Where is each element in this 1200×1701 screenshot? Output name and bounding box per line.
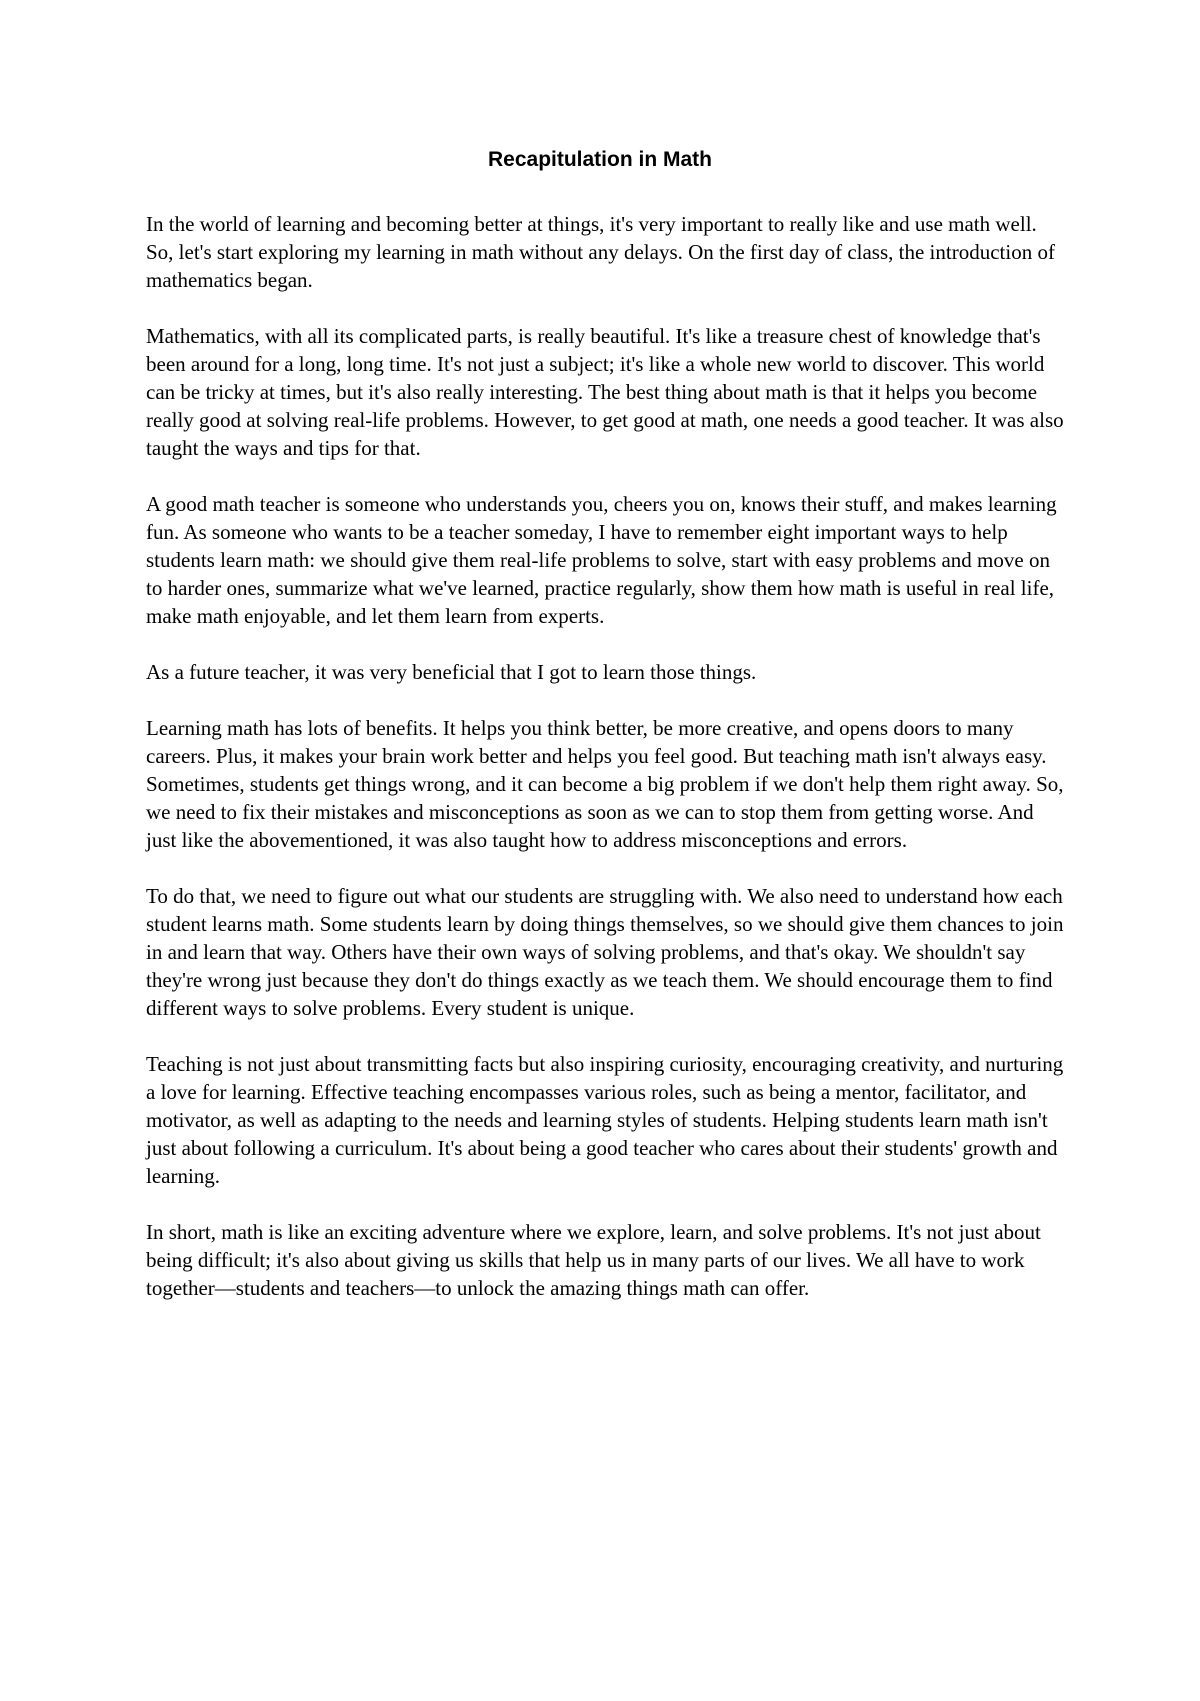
document-body — [146, 210, 1068, 1330]
paragraph-student-learning: To do that, we need to figure out what our students are struggling with. We also need to understand how each student learns math. Some students learn by doing things themselves, so we should give them chances to join in and learn that way. Others have their own ways of solving problems, and that's okay. We shouldn't say they're wrong just because they don't do things exactly as we teach them. We should encourage them to find different ways to solve problems. Every student is unique. — [146, 884, 1064, 1020]
paragraph-benefits: Learning math has lots of benefits. It helps you think better, be more creative, and opens doors to many careers. Plus, it makes your brain work better and helps you feel good. But teaching math isn't always easy. Sometimes, students get things wrong, and it can become a big problem if we don't help them right away. So, we need to fix their mistakes and misconceptions as soon as we can to stop them from getting worse. And just like the abovementioned, it was also taught how to address misconceptions and errors. — [146, 716, 1064, 852]
paragraph-beauty-of-math: Mathematics, with all its complicated parts, is really beautiful. It's like a treasure chest of knowledge that's been around for a long, long time. It's not just a subject; it's like a whole new world to discover. This world can be tricky at times, but it's also really interesting. The best thing about math is that it helps you become really good at solving real-life problems. However, to get good at math, one needs a good teacher. It was also taught the ways and tips for that. — [146, 324, 1064, 460]
paragraph-good-teacher: A good math teacher is someone who understands you, cheers you on, knows their stuff, and makes learning fun. As someone who wants to be a teacher someday, I have to remember eight important ways to help students learn math: we should give them real-life problems to solve, start with easy problems and move on to harder ones, summarize what we've learned, practice regularly, show them how math is useful in real life, make math enjoyable, and let them learn from experts. — [146, 492, 1057, 628]
paragraph-future-teacher: As a future teacher, it was very beneficial that I got to learn those things. — [146, 660, 757, 684]
paragraph-teaching-roles: Teaching is not just about transmitting facts but also inspiring curiosity, encouraging creativity, and nurturing a love for learning. Effective teaching encompasses various roles, such as being a mentor, facilitator, and motivator, as well as adapting to the needs and learning styles of students. Helping students learn math isn't just about following a curriculum. It's about being a good teacher who cares about their students' growth and learning. — [146, 1052, 1064, 1188]
document-title: Recapitulation in Math — [487, 148, 712, 171]
paragraph-conclusion: In short, math is like an exciting adventure where we explore, learn, and solve problems. It's not just about being difficult; it's also about giving us skills that help us in many parts of our lives. We all have to work together—students and teachers—to unlock the amazing things math can offer. — [146, 1220, 1041, 1300]
paragraph-intro: In the world of learning and becoming better at things, it's very important to really like and use math well. So, let's start exploring my learning in math without any delays. On the first day of class, the introduction of mathematics began. — [146, 212, 1055, 292]
